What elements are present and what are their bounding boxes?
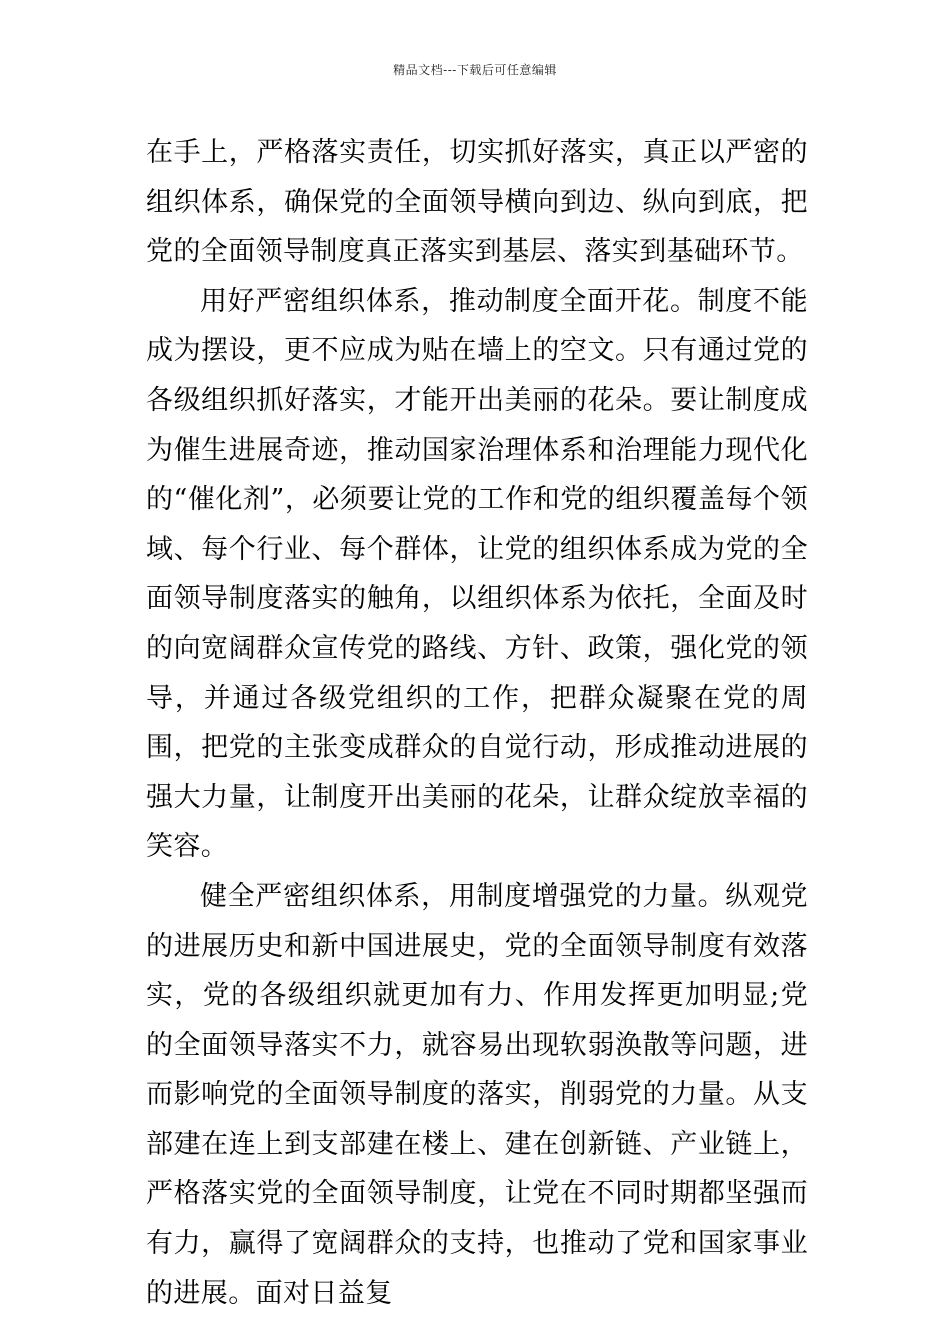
paragraph-strengthen-party: 健全严密组织体系，用制度增强党的力量。纵观党的进展历史和新中国进展史，党的全面领导制度有效落实，党的各级组织就更加有力、作用发挥更加明显;党的全面领导落实不力，就容易出现软弱涣散等问题，进而影响党的全面领导制度的落实，削弱党的力量。从支部建在连上到支部建在楼上、建在创新链、产业链上，严格落实党的全面领导制度，让党在不同时期都坚强而有力，赢得了宽阔群众的支持，也推动了党和国家事业的进展。面对日益复 xyxy=(146,880,808,1309)
paragraph-organization-system: 用好严密组织体系，推动制度全面开花。制度不能成为摆设，更不应成为贴在墙上的空文。只有通过党的各级组织抓好落实，才能开出美丽的花朵。要让制度成为催生进展奇迹，推动国家治理体系和治理能力现代化的“催化剂”，必须要让党的工作和党的组织覆盖每个领域、每个行业、每个群体，让党的组织体系成为党的全面领导制度落实的触角，以组织体系为依托，全面及时的向宽阔群众宣传党的路线、方针、政策，强化党的领导，并通过各级党组织的工作，把群众凝聚在党的周围，把党的主张变成群众的自觉行动，形成推动进展的强大力量，让制度开出美丽的花朵，让群众绽放幸福的笑容。 xyxy=(146,285,808,863)
document-body xyxy=(146,128,808,1318)
paragraph-continuation: 在手上，严格落实责任，切实抓好落实，真正以严密的组织体系，确保党的全面领导横向到边、纵向到底，把党的全面领导制度真正落实到基层、落实到基础环节。 xyxy=(146,137,808,268)
page-header: 精品文档---下载后可任意编辑 xyxy=(393,63,557,77)
